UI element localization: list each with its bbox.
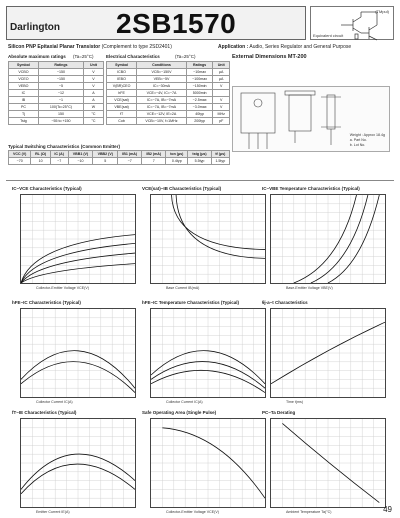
device-description (8, 44, 172, 50)
abs-max-cell: A (84, 90, 104, 97)
elec-title-text: Electrical Characteristics (106, 54, 160, 59)
switching-header-row (9, 151, 230, 158)
graph-title: VCE(sat)−IB Characteristics (Typical) (142, 186, 222, 191)
abs-max-cell: 150 (38, 111, 83, 118)
elec-cell: −150min (186, 83, 213, 90)
abs-max-cell: −150 (38, 76, 83, 83)
abs-max-cell: °C (84, 118, 104, 125)
elec-row (107, 118, 230, 125)
graph-title: θj-a−t Characteristics (262, 300, 308, 305)
graph-grid-icon (271, 195, 385, 283)
abs-max-cell: IB (9, 97, 39, 104)
graph-plot (20, 194, 136, 284)
elec-cell: VCB=−10V, f=1MHz (137, 118, 187, 125)
elec-cell: −100max (186, 76, 213, 83)
package-notes (350, 133, 385, 148)
abs-max-row (9, 104, 104, 111)
elec-col-header: Symbol (107, 62, 137, 69)
graph-x-label: Collector-Emitter Voltage VCE(V) (166, 510, 219, 514)
graph-title: IC−VBE Temperature Characteristics (Typical) (262, 186, 360, 191)
graph-plot (270, 194, 386, 284)
abs-max-cell: V (84, 83, 104, 90)
page-number: 49 (383, 505, 392, 514)
elec-cell: −10max (186, 69, 213, 76)
elec-header-row (107, 62, 230, 69)
elec-cell: 200typ (186, 118, 213, 125)
elec-table (106, 61, 230, 125)
abs-max-cell: −1 (38, 97, 83, 104)
elec-condition: (Ta=25°C) (175, 54, 196, 59)
switching-col-header: IC (A) (50, 151, 68, 158)
graph-plot (20, 418, 136, 508)
package-label-b: b. Lot No. (349, 143, 366, 147)
graph-x-label: Base-Emitter Voltage VBE(V) (286, 286, 333, 290)
elec-row (107, 69, 230, 76)
graph-plot (150, 308, 266, 398)
elec-col-header: Unit (213, 62, 230, 69)
elec-cell: ICBO (107, 69, 137, 76)
abs-max-condition: (Ta=25°C) (73, 54, 94, 59)
switching-table (8, 150, 230, 165)
elec-cell: Cob (107, 118, 137, 125)
graph-x-label: Emitter Current IE(A) (36, 510, 70, 514)
switching-cell: 5.5typ (188, 158, 211, 165)
section-divider (6, 180, 394, 181)
elec-cell: VCE=−4V, IC=−7A (137, 90, 187, 97)
abs-max-title (8, 54, 93, 59)
switching-col-header: tf (μs) (211, 151, 229, 158)
switching-col-header: RL (Ω) (31, 151, 50, 158)
complement-note: (Complement to type 2SD2401) (101, 44, 172, 50)
abs-max-cell: Tstg (9, 118, 39, 125)
abs-max-col-header: Unit (84, 62, 104, 69)
abs-max-cell: −5 (38, 83, 83, 90)
abs-max-col-header: Symbol (9, 62, 39, 69)
elec-cell: VCB=−150V (137, 69, 187, 76)
abs-max-cell: IC (9, 90, 39, 97)
elec-cell: V (213, 97, 230, 104)
abs-max-row (9, 69, 104, 76)
graph-plot (270, 418, 386, 508)
abs-max-row (9, 90, 104, 97)
switching-cell: −10 (68, 158, 93, 165)
switching-cell: 10 (31, 158, 50, 165)
graph-grid-icon (21, 309, 135, 397)
abs-max-header-row (9, 62, 104, 69)
abs-max-cell: VEBO (9, 83, 39, 90)
equivalent-circuit-box (310, 6, 394, 40)
graph-grid-icon (151, 309, 265, 397)
elec-cell: VBE(sat) (107, 104, 137, 111)
external-dim-title: External Dimensions MT-200 (232, 54, 307, 60)
switching-cell: 7 (142, 158, 166, 165)
graph-plot (150, 194, 266, 284)
switching-row (9, 158, 230, 165)
switching-col-header: VBB1 (V) (68, 151, 93, 158)
graph-x-label: Base Current IB(mA) (166, 286, 200, 290)
switching-col-header: tstg (μs) (188, 151, 211, 158)
elec-cell: hFE (107, 90, 137, 97)
switching-cell: −7 (118, 158, 142, 165)
abs-max-col-header: Ratings (38, 62, 83, 69)
switching-cell: 0.4typ (166, 158, 188, 165)
elec-cell: μA (213, 76, 230, 83)
elec-cell: −2.5max (186, 97, 213, 104)
graph-x-label: Time t(ms) (286, 400, 304, 404)
elec-cell: −3.0max (186, 104, 213, 111)
elec-row (107, 97, 230, 104)
elec-cell: V (213, 104, 230, 111)
abs-max-cell: VCEO (9, 76, 39, 83)
elec-row (107, 111, 230, 118)
graph-x-label: Collector Current IC(A) (166, 400, 203, 404)
elec-cell: IEBO (107, 76, 137, 83)
package-drawing (232, 86, 390, 152)
abs-max-cell: °C (84, 111, 104, 118)
elec-row (107, 76, 230, 83)
elec-cell: pF (213, 118, 230, 125)
abs-max-row (9, 83, 104, 90)
elec-cell: fT (107, 111, 137, 118)
abs-max-row (9, 97, 104, 104)
abs-max-table (8, 61, 104, 125)
graph-grid-icon (271, 309, 385, 397)
graph-title: Safe Operating Area (Single Pulse) (142, 410, 217, 415)
elec-cell: V(BR)CEO (107, 83, 137, 90)
application-label: Application : (218, 44, 249, 50)
switching-cell: −70 (9, 158, 31, 165)
abs-max-row (9, 111, 104, 118)
switching-title: Typical Switching Characteristics (Common Emitter) (8, 144, 120, 149)
abs-max-cell: Tj (9, 111, 39, 118)
graph-grid-icon (151, 419, 265, 507)
graph-title: fT−IE Characteristics (Typical) (12, 410, 77, 415)
package-tag: (TMpul) (375, 9, 389, 14)
switching-cell: 1.5typ (211, 158, 229, 165)
switching-col-header: IB2 (mA) (142, 151, 166, 158)
abs-max-cell: −150 (38, 69, 83, 76)
switching-cell: 5 (93, 158, 118, 165)
abs-max-cell: V (84, 69, 104, 76)
graph-plot (270, 308, 386, 398)
elec-cell: μA (213, 69, 230, 76)
graph-title: PC−Ta Derating (262, 410, 296, 415)
elec-cell (213, 90, 230, 97)
abs-max-cell: 100(Tc=25°C) (38, 104, 83, 111)
elec-col-header: Ratings (186, 62, 213, 69)
application-line (218, 44, 351, 50)
abs-max-cell: −12 (38, 90, 83, 97)
abs-max-cell: V (84, 76, 104, 83)
elec-row (107, 90, 230, 97)
abs-max-cell: A (84, 97, 104, 104)
elec-title (106, 54, 195, 59)
abs-max-row (9, 76, 104, 83)
elec-cell: IC=−7A, IB=−7mA (137, 97, 187, 104)
graph-plot (150, 418, 266, 508)
graph-title: hFE−IC Temperature Characteristics (Typical) (142, 300, 239, 305)
graph-title: IC−VCE Characteristics (Typical) (12, 186, 82, 191)
elec-cell: VCE(sat) (107, 97, 137, 104)
graph-grid-icon (151, 195, 265, 283)
graph-grid-icon (21, 195, 135, 283)
elec-cell: V (213, 83, 230, 90)
switching-cell: −7 (50, 158, 68, 165)
graph-plot (20, 308, 136, 398)
elec-row (107, 104, 230, 111)
abs-max-row (9, 118, 104, 125)
abs-max-cell: VCBO (9, 69, 39, 76)
elec-cell: VCE=−12V, IE=2A (137, 111, 187, 118)
abs-max-title-text: Absolute maximum ratings (8, 54, 66, 59)
part-number: 2SB1570 (116, 8, 237, 39)
switching-col-header: VBB2 (V) (93, 151, 118, 158)
switching-col-header: IB1 (mA) (118, 151, 142, 158)
elec-col-header: Conditions (137, 62, 187, 69)
graph-grid-icon (21, 419, 135, 507)
switching-col-header: VCC (V) (9, 151, 31, 158)
elec-cell: VEB=−5V (137, 76, 187, 83)
elec-cell: MHz (213, 111, 230, 118)
graph-x-label: Collector Current IC(A) (36, 400, 73, 404)
graph-title: hFE−IC Characteristics (Typical) (12, 300, 81, 305)
elec-cell: IC=−7A, IB=−7mA (137, 104, 187, 111)
elec-cell: 5000min (186, 90, 213, 97)
equivalent-circuit-caption: Equivalent circuit (313, 33, 344, 38)
application-text: Audio, Series Regulator and General Purpose (249, 44, 352, 50)
graph-grid-icon (271, 419, 385, 507)
package-weight: Weight : Approx 18.4g (349, 133, 385, 137)
package-label-a: a. Part No. (349, 138, 367, 142)
abs-max-cell: W (84, 104, 104, 111)
series-label: Darlington (10, 22, 60, 33)
graph-x-label: Collector-Emitter Voltage VCE(V) (36, 286, 89, 290)
graph-curve (172, 195, 265, 250)
abs-max-cell: −55 to +150 (38, 118, 83, 125)
switching-col-header: ton (μs) (166, 151, 188, 158)
elec-cell: 40typ (186, 111, 213, 118)
graph-x-label: Ambient Temperature Ta(°C) (286, 510, 332, 514)
elec-row (107, 83, 230, 90)
abs-max-cell: PC (9, 104, 39, 111)
device-type: Silicon PNP Epitaxial Planar Transistor (8, 44, 101, 50)
elec-cell: IC=−30mA (137, 83, 187, 90)
